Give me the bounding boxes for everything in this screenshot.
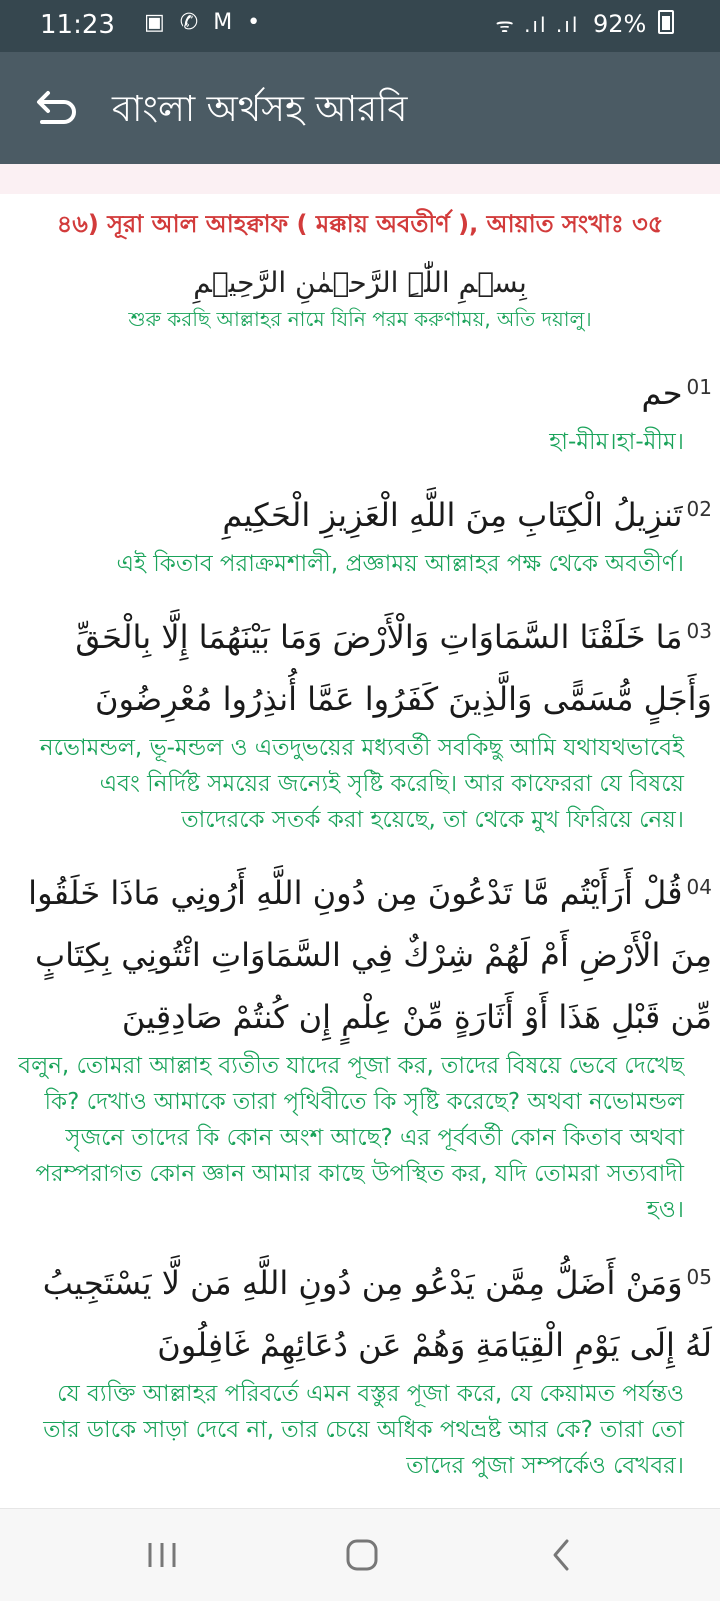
verse-item[interactable] — [0, 856, 720, 1228]
verse-number: 02 — [686, 497, 712, 521]
chevron-left-icon — [547, 1537, 577, 1573]
status-right — [495, 10, 674, 38]
signal-icon: ᯤ .ıl .ıl — [495, 13, 580, 37]
verse-arabic-text: حم — [641, 374, 683, 412]
verse-translation: এই কিতাব পরাক্রমশালী, প্রজ্ঞাময় আল্লাহর পক্ষ থেকে অবতীর্ণ। — [116, 551, 684, 577]
recent-apps-icon — [145, 1539, 179, 1571]
verse-number: 05 — [686, 1265, 712, 1289]
bismillah-arabic: بِسۡمِ اللّٰہِ الرَّحۡمٰنِ الرَّحِیۡمِ — [193, 266, 527, 299]
verse-translation: বলুন, তোমরা আল্লাহ ব্যতীত যাদের পূজা কর, তাদের বিষয়ে ভেবে দেখেছ কি? দেখাও আমাকে তারা পৃথিবীতে কি সৃষ্টি করেছে? অথবা নভোমন্ডল সৃজনে তাদের কি কোন অংশ আছে? এর পূর্ববর্তী কোন কিতাব অথবা পরম্পরাগত কোন জ্ঞান আমার কাছে উপস্থিত কর, যদি তোমরা সত্যবাদী হও। — [18, 1053, 684, 1223]
surah-header: ৪৬) সূরা আল আহক্বাফ ( মক্কায় অবতীর্ণ ), আয়াত সংখাঃ ৩৫ — [56, 210, 664, 238]
verse-item[interactable] — [0, 478, 720, 582]
bismillah-bengali: শুরু করছি আল্লাহর নামে যিনি পরম করুণাময়, অতি দয়ালু। — [128, 307, 592, 331]
system-nav-bar — [0, 1508, 720, 1601]
verse-arabic — [8, 1246, 712, 1376]
verse-item[interactable] — [0, 1246, 720, 1484]
page-title: বাংলা অর্থসহ আরবি — [112, 89, 408, 130]
verse-number: 01 — [686, 375, 712, 399]
top-divider — [0, 164, 720, 194]
app-bar — [0, 52, 720, 164]
verse-translation: হা-মীম।হা-মীম। — [549, 429, 684, 455]
surah-content[interactable] — [0, 164, 720, 1508]
battery-icon — [658, 10, 674, 34]
verse-arabic — [8, 356, 712, 424]
battery-percent: 92% — [593, 10, 647, 38]
verse-arabic — [8, 856, 712, 1048]
back-arrow-icon — [32, 88, 80, 128]
verse-translation: নভোমন্ডল, ভূ-মন্ডল ও এতদুভয়ের মধ্যবর্তী সবকিছু আমি যথাযথভাবেই এবং নির্দিষ্ট সময়ের জন্যেই সৃষ্টি করেছি। আর কাফেররা যে বিষয়ে তাদেরকে সতর্ক করা হয়েছে, তা থেকে মুখ ফিরিয়ে নেয়। — [39, 735, 684, 833]
verse-arabic-text: مَا خَلَقْنَا السَّمَاوَاتِ وَالْأَرْضَ وَمَا بَيْنَهُمَا إِلَّا بِالْحَقِّ وَأَجَلٍ مُّسَمًّى وَالَّذِينَ كَفَرُوا عَمَّا أُنذِرُوا مُعْرِضُونَ — [75, 618, 712, 718]
home-button[interactable] — [332, 1531, 392, 1579]
verse-number: 03 — [686, 619, 712, 643]
verse-arabic-text: تَنزِيلُ الْكِتَابِ مِنَ اللَّهِ الْعَزِيزِ الْحَكِيمِ — [222, 496, 683, 534]
verse-arabic — [8, 600, 712, 730]
verse-number: 04 — [686, 875, 712, 899]
home-icon — [344, 1537, 380, 1573]
status-bar — [0, 0, 720, 52]
back-nav-button[interactable] — [532, 1531, 592, 1579]
recent-apps-button[interactable] — [132, 1531, 192, 1579]
verse-arabic-text: وَمَنْ أَضَلُّ مِمَّن يَدْعُو مِن دُونِ اللَّهِ مَن لَّا يَسْتَجِيبُ لَهُ إِلَى يَوْمِ الْقِيَامَةِ وَهُمْ عَن دُعَائِهِمْ غَافِلُونَ — [42, 1264, 712, 1364]
notification-icons: ▣ ✆ M • — [144, 10, 265, 35]
verse-item[interactable] — [0, 356, 720, 460]
verse-arabic — [8, 478, 712, 546]
back-button[interactable] — [22, 74, 90, 142]
status-time: 11:23 — [40, 10, 115, 40]
verse-arabic-text: قُلْ أَرَأَيْتُم مَّا تَدْعُونَ مِن دُونِ اللَّهِ أَرُونِي مَاذَا خَلَقُوا مِنَ الْأَرْضِ أَمْ لَهُمْ شِرْكٌ فِي السَّمَاوَاتِ ائْتُونِي بِكِتَابٍ مِّن قَبْلِ هَذَا أَوْ أَثَارَةٍ مِّنْ عِلْمٍ إِن كُنتُمْ صَادِقِينَ — [28, 874, 712, 1036]
verse-item[interactable] — [0, 600, 720, 838]
verse-translation: যে ব্যক্তি আল্লাহর পরিবর্তে এমন বস্তুর পূজা করে, যে কেয়ামত পর্যন্তও তার ডাকে সাড়া দেবে না, তার চেয়ে অধিক পথভ্রষ্ট আর কে? তারা তো তাদের পুজা সম্পর্কেও বেখবর। — [43, 1381, 684, 1479]
